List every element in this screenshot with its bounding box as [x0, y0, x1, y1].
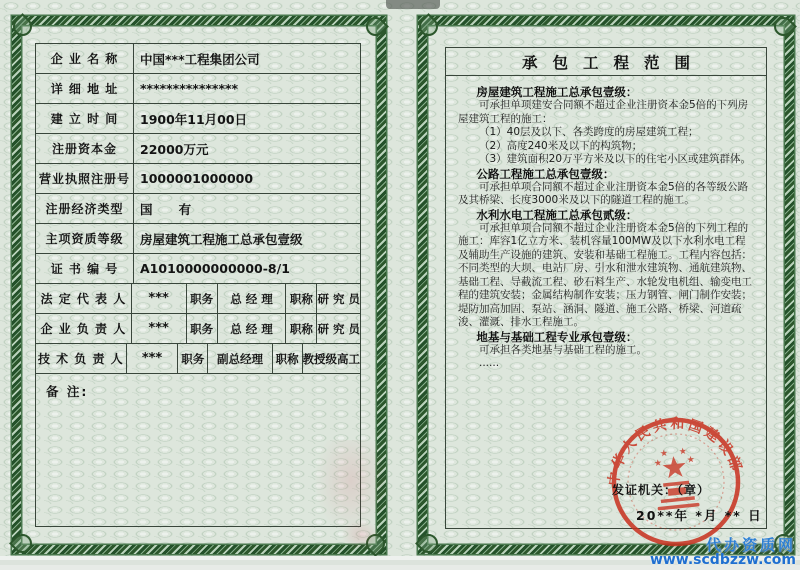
row-label: 详 细 地 址 — [36, 74, 134, 103]
row-label: 建 立 时 间 — [36, 104, 134, 133]
row-value: 22000万元 — [140, 141, 209, 157]
paragraph: 可承担各类地基与基础工程的施工。 — [479, 343, 647, 356]
table-row-person — [36, 284, 360, 314]
row-value: 房屋建筑工程施工总承包壹级 — [140, 231, 303, 247]
person-role-label: 技 术 负 责 人 — [36, 344, 127, 373]
paragraph: （2）高度240米及以下的构筑物； — [479, 139, 643, 152]
duty-label: 职务 — [187, 284, 218, 313]
person-name: *** — [132, 284, 187, 313]
page-title: 承包工程范围 — [446, 48, 766, 76]
border-corner-ornament — [362, 13, 389, 40]
row-label: 证 书 编 号 — [36, 254, 134, 283]
table-row — [36, 254, 360, 284]
emblem-small-star: ★ — [653, 458, 663, 470]
table-row-person — [36, 314, 360, 344]
title-label: 职称 — [286, 314, 317, 343]
row-value: 中国***工程集团公司 — [140, 51, 260, 67]
watermark-site-name: 代办资质网 — [705, 536, 796, 554]
booklet-binding-shadow — [386, 0, 440, 9]
paragraph: 可承担单项合同额不超过企业注册资本金5倍的下列工程的施工：库容1亿立方米、装机容量100MW及以下水利水电工程及辅助生产设施的建筑、安装和基础工程施工。工程内容包括：不同类型的大坝、电站厂房、引水和泄水建筑物、通航建筑物、基础工程、导截流工程、砂石料生产、水轮发电机组、输变电工程的建筑安装；金属结构制作安装；压力钢管、闸门制作安装；堤防加高加固、泵站、涵洞、隧道、施工公路、桥梁、河道疏浚、灌溉、排水工程施工。 — [458, 221, 752, 328]
row-label: 企 业 名 称 — [36, 44, 134, 73]
company-info-table — [35, 43, 361, 527]
watermark-url: www.scdbzzw.com — [649, 552, 796, 568]
emblem-small-star: ★ — [686, 454, 696, 466]
title-value: 研 究 员 — [317, 291, 360, 306]
row-label: 主项资质等级 — [36, 224, 134, 253]
paragraph: 可承担单项建安合同额不超过企业注册资本金5倍的下列房屋建筑工程的施工： — [458, 99, 749, 125]
row-value: 1000001000000 — [140, 171, 254, 186]
paragraph: 可承担单项合同额不超过企业注册资本金5倍的各等级公路及其桥梁、长度3000米及以下的隧道工程的施工。 — [458, 180, 749, 206]
scope-section — [458, 208, 754, 330]
row-value: 1900年11月00日 — [140, 111, 248, 127]
remark-label: 备 注: — [46, 384, 89, 399]
person-name: *** — [132, 314, 187, 343]
emblem-small-star: ★ — [659, 448, 669, 460]
row-label: 注册经济类型 — [36, 194, 134, 223]
section-heading: 公路工程施工总承包壹级： — [476, 166, 615, 181]
border-corner-ornament — [415, 530, 442, 557]
section-heading: 房屋建筑工程施工总承包壹级： — [476, 85, 638, 99]
section-paragraphs — [458, 181, 754, 208]
national-emblem — [652, 446, 700, 511]
table-row — [36, 104, 360, 134]
duty-value: 副总经理 — [208, 344, 273, 373]
border-corner-ornament — [770, 13, 797, 40]
row-value: 国 有 — [140, 201, 192, 217]
remark-row — [36, 374, 360, 526]
scope-section — [458, 167, 754, 208]
scope-section — [458, 330, 754, 371]
row-label: 营业执照注册号 — [36, 164, 134, 193]
border-corner-ornament — [9, 13, 36, 40]
table-row-person — [36, 344, 360, 374]
border-corner-ornament — [415, 13, 442, 40]
section-paragraphs — [458, 222, 754, 330]
person-role-label: 法 定 代 表 人 — [36, 284, 132, 313]
border-corner-ornament — [362, 530, 389, 557]
section-heading: 地基与基础工程专业承包壹级： — [476, 329, 638, 344]
site-watermark — [650, 538, 796, 568]
duty-value: 总 经 理 — [218, 314, 286, 343]
duty-label: 职务 — [187, 314, 218, 343]
title-value: 研 究 员 — [317, 321, 360, 336]
seal-circular-text: 中华人民共和国建设部 — [605, 416, 746, 487]
table-row — [36, 44, 360, 74]
paragraph: （1）40层及以下、各类跨度的房屋建筑工程； — [479, 126, 699, 138]
table-row — [36, 164, 360, 194]
table-row — [36, 134, 360, 164]
scope-section — [458, 85, 754, 167]
issue-date: 20**年 *月 ** 日 — [636, 508, 763, 523]
title-label: 职称 — [273, 344, 303, 373]
person-name: *** — [127, 344, 179, 373]
left-page — [12, 16, 386, 554]
row-value: *************** — [140, 81, 239, 96]
emblem-small-star: ★ — [678, 446, 688, 458]
paragraph: ...... — [479, 357, 500, 369]
section-paragraphs — [458, 99, 754, 167]
paragraph: （3）建筑面积20万平方米及以下的住宅小区或建筑群体。 — [479, 153, 752, 165]
person-role-label: 企 业 负 责 人 — [36, 314, 132, 343]
duty-value: 总 经 理 — [218, 284, 286, 313]
table-row — [36, 194, 360, 224]
row-label: 注册资本金 — [36, 134, 134, 163]
issuer-line: 发证机关：（章） — [612, 483, 711, 497]
section-heading: 水利水电工程施工总承包贰级： — [476, 207, 638, 222]
section-paragraphs — [458, 344, 754, 371]
border-corner-ornament — [9, 530, 36, 557]
title-label: 职称 — [286, 284, 317, 313]
table-row — [36, 224, 360, 254]
row-value: A1010000000000-8/1 — [140, 261, 290, 276]
duty-label: 职务 — [178, 344, 208, 373]
title-value: 教授级高工 — [302, 351, 360, 366]
table-row — [36, 74, 360, 104]
